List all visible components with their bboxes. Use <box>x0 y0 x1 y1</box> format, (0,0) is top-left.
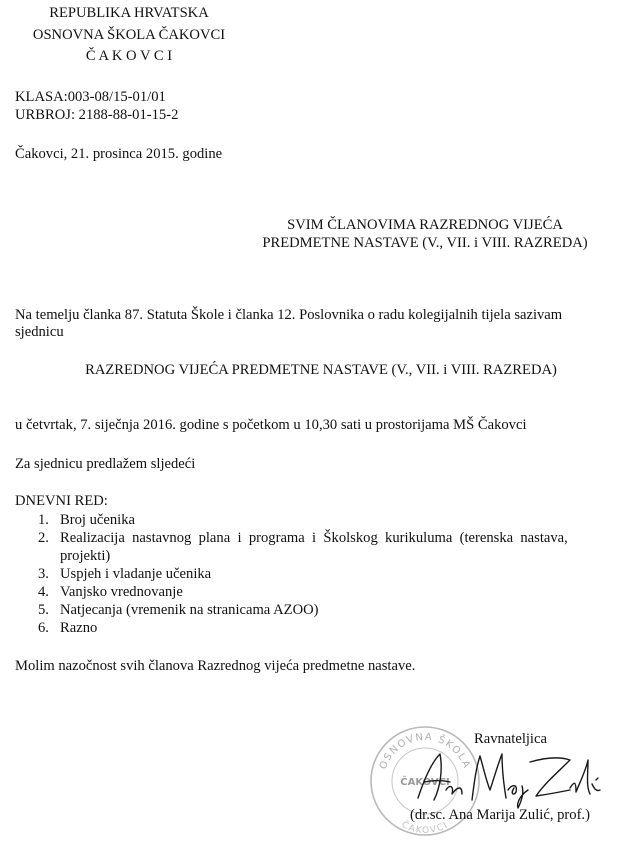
agenda-heading: DNEVNI RED: <box>15 493 108 509</box>
agenda-item-text: Broj učenika <box>60 512 135 528</box>
urbroj-number: URBROJ: 2188-88-01-15-2 <box>15 107 179 123</box>
agenda-item-number: 1. <box>38 512 49 528</box>
agenda-item <box>0 619 642 637</box>
agenda-item-number: 5. <box>38 602 49 618</box>
meeting-time-place: u četvrtak, 7. siječnja 2016. godine s početkom u 10,30 sati u prostorijama MŠ Čakovci <box>15 417 527 433</box>
intro-text-line-1: Na temelju članka 87. Statuta Škole i članka 12. Poslovnika o radu kolegijalnih tijela sazivam <box>15 307 563 323</box>
signatory-role: Ravnateljica <box>474 731 547 747</box>
agenda-item <box>0 583 642 601</box>
recipient-line-1: SVIM ČLANOVIMA RAZREDNOG VIJEĆA <box>287 217 563 233</box>
agenda-item <box>0 565 642 583</box>
agenda-item-text: Realizacija nastavnog plana i programa i Školskog kurikuluma (terenska nastava, <box>60 530 568 546</box>
stamp-text-top: OSNOVNA ŠKOLA <box>377 731 473 771</box>
signatory-name: (dr.sc. Ana Marija Zulić, prof.) <box>410 807 590 823</box>
agenda-list <box>0 511 642 641</box>
agenda-item-text: Natjecanja (vremenik na stranicama AZOO) <box>60 602 319 618</box>
handwritten-signature <box>410 740 610 810</box>
school-name: OSNOVNA ŠKOLA ČAKOVCI <box>32 27 226 43</box>
agenda-item-text: Vanjsko vrednovanje <box>60 584 183 600</box>
stamp-text-bottom: ČAKOVCI <box>399 820 451 837</box>
place-date: Čakovci, 21. prosinca 2015. godine <box>15 146 223 162</box>
agenda-item-text: Razno <box>60 620 98 636</box>
school-country: REPUBLIKA HRVATSKA <box>49 5 209 21</box>
agenda-item-text-continued: projekti) <box>60 548 111 564</box>
agenda-intro: Za sjednicu predlažem sljedeći <box>15 456 196 472</box>
meeting-title: RAZREDNOG VIJEĆA PREDMETNE NASTAVE (V., VII. i VIII. RAZREDA) <box>85 362 557 378</box>
agenda-item-text: Uspjeh i vladanje učenika <box>60 566 212 582</box>
stamp-text-center: ČAKOVCI <box>400 777 450 788</box>
agenda-item-number: 4. <box>38 584 49 600</box>
intro-text-line-2: sjednicu <box>15 324 64 340</box>
agenda-item <box>0 529 642 565</box>
klasa-number: KLASA:003-08/15-01/01 <box>15 89 166 105</box>
agenda-item-number: 6. <box>38 620 49 636</box>
recipient-line-2: PREDMETNE NASTAVE (V., VII. i VIII. RAZREDA) <box>262 235 588 251</box>
agenda-item <box>0 601 642 619</box>
closing-request: Molim nazočnost svih članova Razrednog vijeća predmetne nastave. <box>15 658 416 674</box>
agenda-item-number: 2. <box>38 530 49 546</box>
agenda-item-number: 3. <box>38 566 49 582</box>
school-city: Č A K O V C I <box>85 48 173 64</box>
agenda-item <box>0 511 642 529</box>
